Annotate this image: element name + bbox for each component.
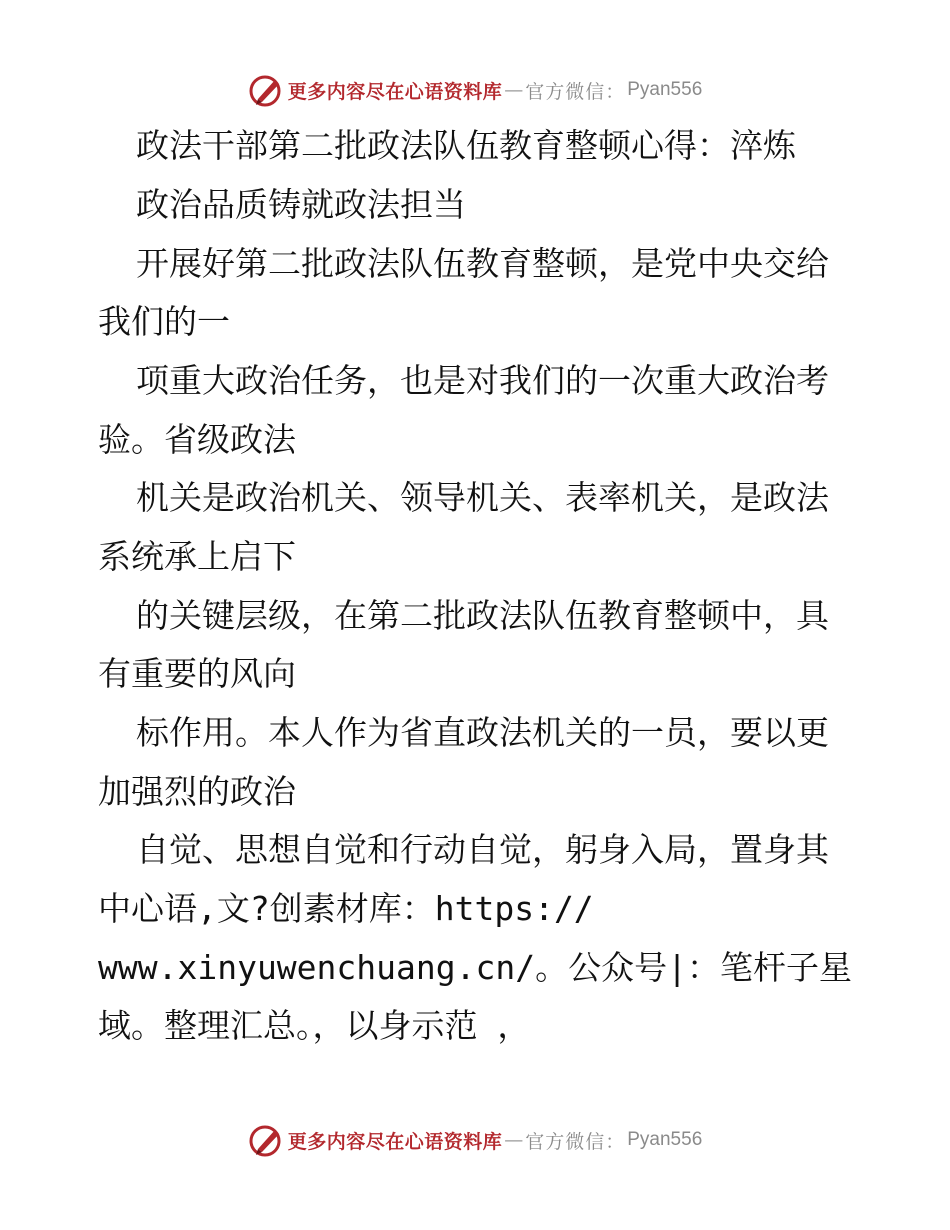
paragraph-line: 验。省级政法 [98,420,296,459]
banner-separator: — [504,79,524,101]
paragraph-line: 加强烈的政治 [98,772,296,811]
banner-slogan: 更多内容尽在心语资料库 [287,80,503,103]
footer-banner [0,1120,950,1160]
paragraph-line: www.xinyuwenchuang.cn/。公众号|：笔杆子星 [98,948,852,987]
paragraph-line: 开展好第二批政法队伍教育整顿，是党中央交给 [136,244,829,283]
banner-wechat-id: Pyan556 [627,1129,703,1150]
banner-wechat-label: 官方微信： [525,80,626,103]
header-banner [0,70,950,110]
paragraph-line: 标作用。本人作为省直政法机关的一员，要以更 [136,713,829,752]
banner-wechat-id: Pyan556 [627,79,703,100]
paragraph-line: 自觉、思想自觉和行动自觉，躬身入局，置身其 [136,830,829,869]
paragraph-line: 的关键层级，在第二批政法队伍教育整顿中，具 [136,596,829,635]
pen-logo-icon [248,72,284,108]
paragraph-line: 有重要的风向 [98,654,296,693]
paragraph-line: 域。整理汇总。，以身示范 ， [98,1006,531,1045]
paragraph-line: 系统承上启下 [98,537,296,576]
paragraph-line: 我们的一 [98,302,230,341]
paragraph-line: 中心语,文?创素材库：https:// [98,889,594,928]
title-line-2: 政治品质铸就政法担当 [136,185,466,224]
pen-logo-icon [248,1122,284,1158]
banner-slogan: 更多内容尽在心语资料库 [287,1130,503,1153]
banner-separator: — [504,1129,524,1151]
banner-wechat-label: 官方微信： [525,1130,626,1153]
paragraph-line: 项重大政治任务，也是对我们的一次重大政治考 [136,361,829,400]
title-line-1: 政法干部第二批政法队伍教育整顿心得：淬炼 [136,126,796,165]
paragraph-line: 机关是政治机关、领导机关、表率机关，是政法 [136,478,829,517]
